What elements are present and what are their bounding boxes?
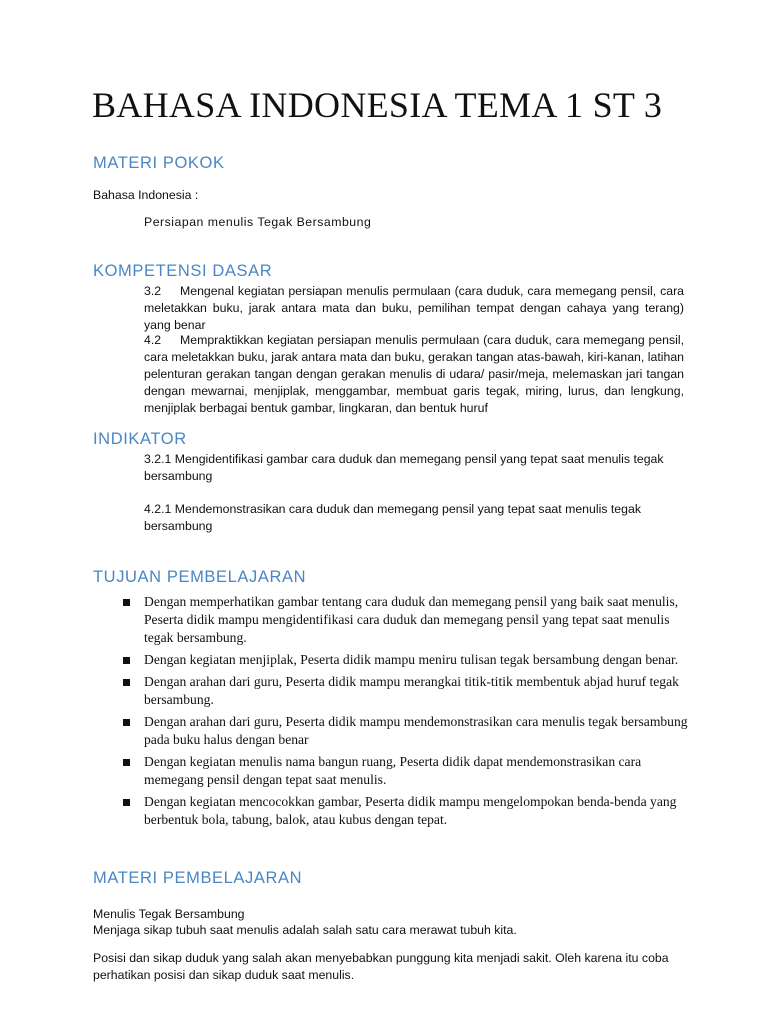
list-item: Dengan arahan dari guru, Peserta didik mampu merangkai titik-titik membentuk abjad huruf tegak bersambung.: [120, 673, 690, 709]
list-item: Dengan kegiatan menjiplak, Peserta didik mampu meniru tulisan tegak bersambung dengan benar.: [120, 651, 690, 669]
materi-line-2: Menjaga sikap tubuh saat menulis adalah salah satu cara merawat tubuh kita.: [93, 923, 517, 937]
bullet-square-icon: [123, 719, 130, 726]
materi-pokok-topic: Persiapan menulis Tegak Bersambung: [144, 215, 372, 229]
heading-tujuan-pembelajaran: TUJUAN PEMBELAJARAN: [93, 568, 307, 586]
materi-pokok-subject: Bahasa Indonesia :: [93, 188, 199, 202]
bullet-square-icon: [123, 599, 130, 606]
list-item: Dengan arahan dari guru, Peserta didik mampu mendemonstrasikan cara menulis tegak bersambung pada buku halus dengan benar: [120, 713, 690, 749]
document-title: BAHASA INDONESIA TEMA 1 ST 3: [92, 85, 663, 125]
list-item: Dengan kegiatan mencocokkan gambar, Peserta didik mampu mengelompokan benda-benda yang berbentuk bola, tabung, balok, atau kubus dengan tepat.: [120, 793, 690, 829]
indikator-item: 3.2.1 Mengidentifikasi gambar cara duduk dan memegang pensil yang tepat saat menulis tegak bersambung: [144, 452, 664, 483]
heading-kompetensi-dasar: KOMPETENSI DASAR: [93, 262, 273, 280]
list-item: Dengan kegiatan menulis nama bangun ruang, Peserta didik dapat mendemonstrasikan cara memegang pensil dengan tepat saat menulis.: [120, 753, 690, 789]
kompetensi-item: [144, 283, 684, 334]
bullet-square-icon: [123, 799, 130, 806]
heading-materi-pembelajaran: MATERI PEMBELAJARAN: [93, 869, 303, 887]
kompetensi-item: [144, 332, 684, 417]
bullet-square-icon: [123, 759, 130, 766]
list-item: Dengan memperhatikan gambar tentang cara duduk dan memegang pensil yang baik saat menulis, Peserta didik mampu mengidentifikasi cara duduk dan memegang pensil yang tepat saat menulis tegak bersambung.: [120, 593, 690, 647]
bullet-square-icon: [123, 657, 130, 664]
indikator-item: 4.2.1 Mendemonstrasikan cara duduk dan memegang pensil yang tepat saat menulis tegak bersambung: [144, 502, 641, 533]
kompetensi-number: 3.2: [144, 284, 162, 298]
materi-paragraph: Posisi dan sikap duduk yang salah akan menyebabkan punggung kita menjadi sakit. Oleh karena itu coba perhatikan posisi dan sikap duduk saat menulis.: [93, 951, 669, 982]
heading-materi-pokok: MATERI POKOK: [93, 154, 225, 172]
tujuan-list: [120, 593, 690, 833]
kompetensi-text: Mengenal kegiatan persiapan menulis permulaan (cara duduk, cara memegang pensil, cara meletakkan buku, jarak antara mata dan buku, pemilihan tempat dengan cahaya yang terang) yang benar: [144, 284, 684, 332]
kompetensi-number: 4.2: [144, 333, 162, 347]
heading-indikator: INDIKATOR: [93, 430, 187, 448]
kompetensi-text: Mempraktikkan kegiatan persiapan menulis permulaan (cara duduk, cara memegang pensil, cara meletakkan buku, jarak antara mata dan buku, gerakan tangan atas-bawah, kiri-kanan, latihan pelenturan gerakan tangan dengan gerakan menulis di udara/ pasir/meja, melemaskan jari tangan dengan mewarnai, menjiplak, menggambar, membuat garis tegak, miring, lurus, dan lengkung, menjiplak berbagai bentuk gambar, lingkaran, dan bentuk huruf: [144, 333, 684, 415]
bullet-square-icon: [123, 679, 130, 686]
materi-line-1: Menulis Tegak Bersambung: [93, 907, 245, 921]
